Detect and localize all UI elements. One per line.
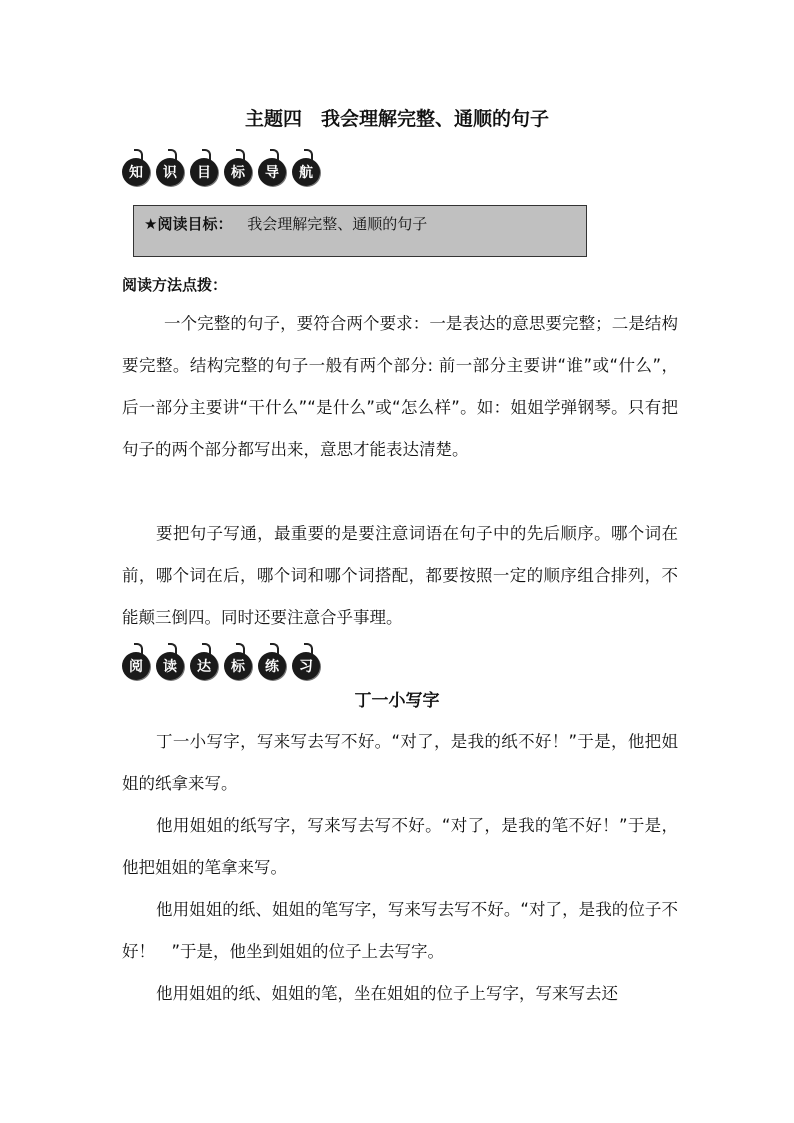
badge-char: 知 <box>122 158 150 186</box>
badge-char: 标 <box>224 158 252 186</box>
reading-goal-box <box>133 205 587 257</box>
badge-char: 标 <box>224 652 252 680</box>
story-paragraph: 他用姐姐的纸、姐姐的笔写字，写来写去写不好。“对了，是我的位子不好！ ”于是，他坐到姐姐的位子上去写字。 <box>122 900 678 961</box>
reading-goal-label: ★阅读目标： <box>144 215 233 233</box>
story-paragraph: 他用姐姐的纸写字，写来写去写不好。“对了，是我的笔不好！”于是，他把姐姐的笔拿来写。 <box>122 816 678 877</box>
knowledge-goal-badges <box>122 158 326 186</box>
practice-badges <box>122 652 326 680</box>
story-paragraph: 丁一小写字，写来写去写不好。“对了，是我的纸不好！”于是，他把姐姐的纸拿来写。 <box>122 732 678 793</box>
badge-char: 习 <box>292 652 320 680</box>
badge-char: 阅 <box>122 652 150 680</box>
badge-char: 读 <box>156 652 184 680</box>
method-paragraph: 要把句子写通，最重要的是要注意词语在句子中的先后顺序。哪个词在前，哪个词在后，哪个词和哪个词搭配，都要按照一定的顺序组合排列，不能颠三倒四。同时还要注意合乎事理。 <box>122 524 678 627</box>
badge-char: 目 <box>190 158 218 186</box>
method-heading: 阅读方法点拨： <box>122 276 228 294</box>
story-title: 丁一小写字 <box>354 691 440 711</box>
method-paragraph: 一个完整的句子，要符合两个要求：一是表达的意思要完整；二是结构要完整。结构完整的句子一般有两个部分: 前一部分主要讲“谁”或“什么”，后一部分主要讲“干什么”“是什么”或“怎么样”。如：姐姐学弹钢琴。只有把句子的两个部分都写出来，意思才能表达清楚。 <box>122 314 678 459</box>
reading-goal-text: 我会理解完整、通顺的句子 <box>247 215 428 233</box>
badge-char: 航 <box>292 158 320 186</box>
badge-char: 达 <box>190 652 218 680</box>
badge-char: 练 <box>258 652 286 680</box>
badge-char: 识 <box>156 158 184 186</box>
page-title: 主题四 我会理解完整、通顺的句子 <box>244 108 549 130</box>
story-paragraph: 他用姐姐的纸、姐姐的笔，坐在姐姐的位子上写字，写来写去还 <box>156 984 618 1003</box>
badge-char: 导 <box>258 158 286 186</box>
